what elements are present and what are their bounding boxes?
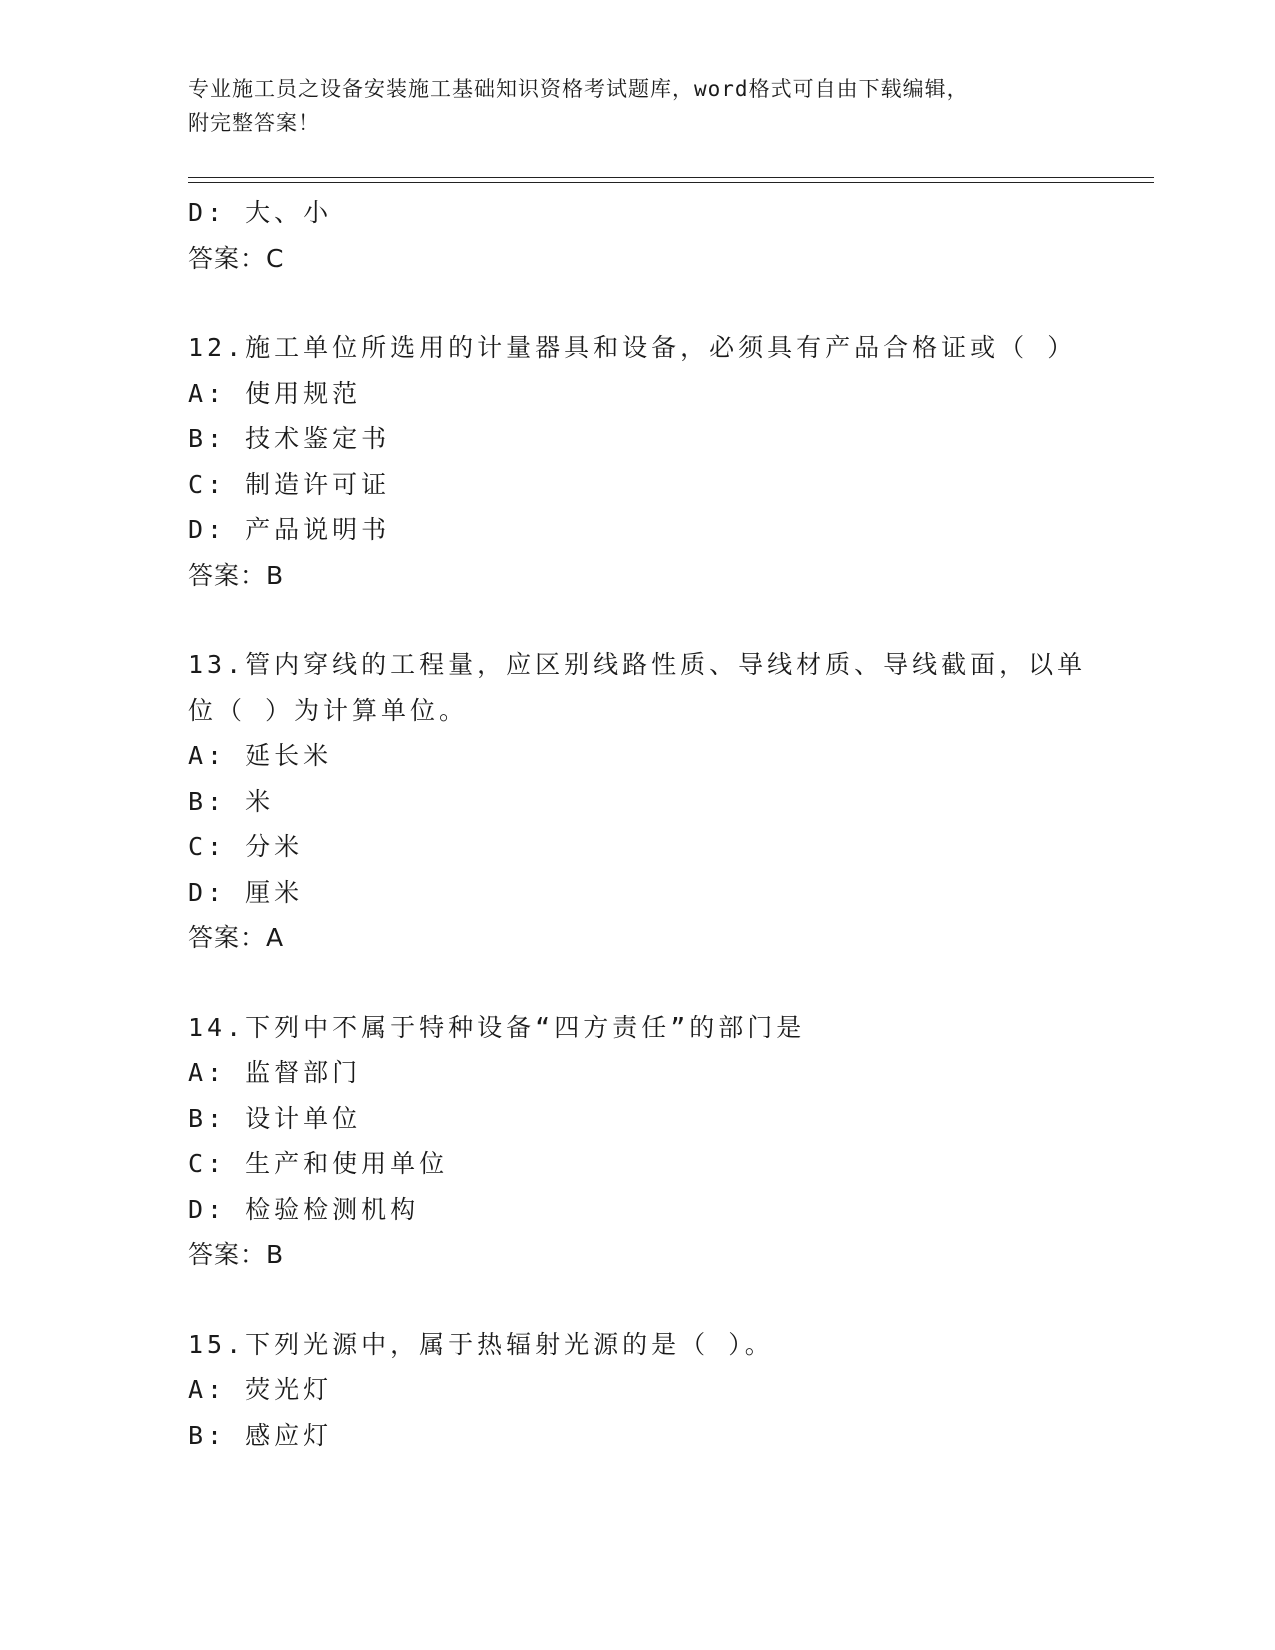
answer: 答案：B — [188, 1240, 285, 1269]
option-c: C: 制造许可证 — [188, 469, 391, 499]
option-a: A: 使用规范 — [188, 378, 362, 408]
question-15 — [188, 1322, 1088, 1459]
question-12 — [188, 325, 1088, 598]
option-b: B: 米 — [188, 786, 275, 816]
header-divider-bottom — [188, 182, 1154, 183]
spacer — [188, 598, 1088, 642]
answer: 答案：A — [188, 923, 285, 952]
option-a: A: 荧光灯 — [188, 1375, 333, 1404]
spacer — [188, 961, 1088, 1005]
option-d: D: 检验检测机构 — [188, 1194, 420, 1224]
option-b: B: 感应灯 — [188, 1420, 333, 1450]
header-divider-top — [188, 177, 1154, 178]
question-stem: 12.施工单位所选用的计量器具和设备，必须具有产品合格证或（ ） — [188, 333, 1077, 362]
option-a: A: 延长米 — [188, 741, 333, 770]
document-body — [188, 190, 1088, 1458]
answer: 答案：B — [188, 560, 285, 590]
option-d: D: 大、小 — [188, 198, 333, 227]
question-stem: 14.下列中不属于特种设备“四方责任”的部门是 — [188, 1012, 806, 1042]
question-13 — [188, 642, 1088, 961]
header-line-2: 附完整答案！ — [188, 111, 320, 135]
question-stem: 15.下列光源中，属于热辐射光源的是（ ）。 — [188, 1329, 774, 1359]
answer: 答案：C — [188, 243, 285, 273]
option-b: B: 技术鉴定书 — [188, 424, 391, 453]
option-d: D: 厘米 — [188, 877, 304, 907]
question-stem-continued: 位（ ）为计算单位。 — [188, 695, 469, 725]
spacer — [188, 281, 1088, 325]
option-b: B: 设计单位 — [188, 1103, 362, 1133]
question-14 — [188, 1005, 1088, 1278]
document-header — [188, 72, 1088, 140]
option-a: A: 监督部门 — [188, 1058, 362, 1087]
option-c: C: 生产和使用单位 — [188, 1149, 449, 1178]
spacer — [188, 1278, 1088, 1322]
option-c: C: 分米 — [188, 832, 304, 861]
option-d: D: 产品说明书 — [188, 515, 391, 544]
question-stem: 13.管内穿线的工程量，应区别线路性质、导线材质、导线截面，以单 — [188, 650, 1087, 679]
header-line-1: 专业施工员之设备安装施工基础知识资格考试题库，word格式可自由下载编辑， — [188, 77, 969, 101]
